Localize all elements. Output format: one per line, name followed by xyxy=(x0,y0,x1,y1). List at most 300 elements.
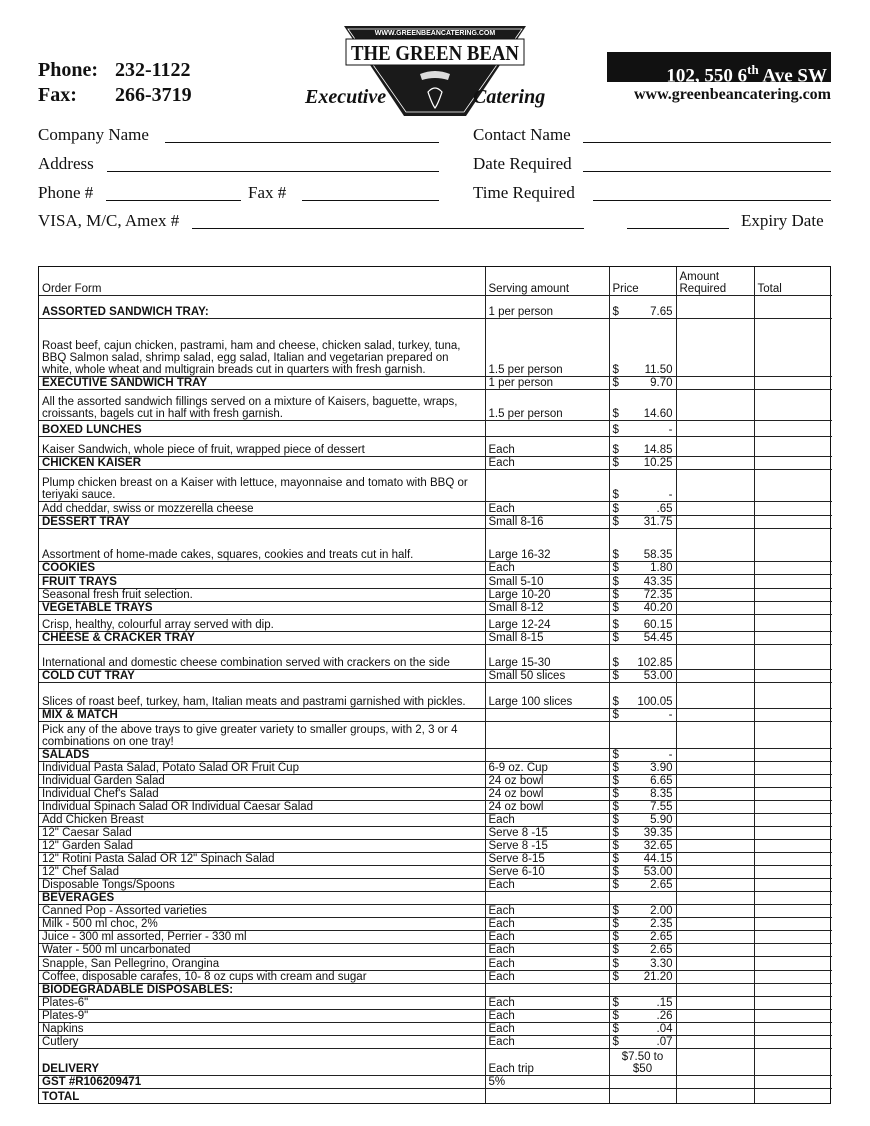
total-cell[interactable] xyxy=(754,801,832,814)
serving-amount: Each xyxy=(485,457,609,470)
price-value: 5.90 xyxy=(650,814,673,827)
website: www.greenbeancatering.com xyxy=(634,86,831,103)
price-value: 9.70 xyxy=(650,376,673,389)
fax-number: 266-3719 xyxy=(115,84,192,106)
amount-required-cell[interactable] xyxy=(676,840,754,853)
table-row xyxy=(39,1048,832,1075)
total-cell[interactable] xyxy=(754,376,832,389)
serving-amount: Each xyxy=(485,879,609,892)
serving-amount: Small 5-10 xyxy=(485,575,609,588)
total-cell[interactable] xyxy=(754,788,832,801)
item-description: Disposable Tongs/Spoons xyxy=(39,879,485,892)
amount-required-cell[interactable] xyxy=(676,957,754,970)
table-row xyxy=(39,502,832,516)
price-cell xyxy=(609,529,676,562)
amount-required-cell[interactable] xyxy=(676,918,754,931)
price-cell xyxy=(609,389,676,420)
amount-required-cell[interactable] xyxy=(676,588,754,601)
total-cell[interactable] xyxy=(754,905,832,918)
price-value: 2.65 xyxy=(650,931,673,944)
item-description: Plates-6" xyxy=(39,996,485,1009)
total-cell[interactable] xyxy=(754,931,832,944)
total-cell[interactable] xyxy=(754,892,832,905)
table-row xyxy=(39,376,832,389)
amount-required-cell[interactable] xyxy=(676,1088,754,1103)
amount-required-cell[interactable] xyxy=(676,748,754,761)
address-input-line[interactable] xyxy=(107,171,439,172)
total-cell[interactable] xyxy=(754,421,832,437)
price-cell xyxy=(609,644,676,669)
serving-amount: Serve 8 -15 xyxy=(485,840,609,853)
price-cell xyxy=(609,879,676,892)
price-cell xyxy=(609,457,676,470)
total-cell[interactable] xyxy=(754,516,832,529)
total-cell[interactable] xyxy=(754,631,832,644)
table-row xyxy=(39,853,832,866)
price-cell xyxy=(609,502,676,516)
serving-amount: Serve 8 -15 xyxy=(485,827,609,840)
table-row xyxy=(39,801,832,814)
price-value: 7.55 xyxy=(650,801,673,814)
amount-required-cell[interactable] xyxy=(676,721,754,748)
price-value: 40.20 xyxy=(643,601,673,614)
address-suffix: th xyxy=(747,62,759,77)
currency-symbol: $ xyxy=(612,944,619,957)
total-cell[interactable] xyxy=(754,295,832,318)
serving-amount: Each xyxy=(485,562,609,575)
total-cell[interactable] xyxy=(754,644,832,669)
currency-symbol: $ xyxy=(612,305,619,318)
header-total: Total xyxy=(754,267,832,295)
price-cell xyxy=(609,682,676,708)
amount-required-cell[interactable] xyxy=(676,944,754,957)
amount-required-cell[interactable] xyxy=(676,775,754,788)
price-value: 58.35 xyxy=(643,549,673,562)
currency-symbol: $ xyxy=(612,588,619,601)
total-cell[interactable] xyxy=(754,814,832,827)
currency-symbol: $ xyxy=(612,918,619,931)
currency-symbol: $ xyxy=(612,814,619,827)
total-cell[interactable] xyxy=(754,983,832,996)
address-box xyxy=(607,52,831,87)
item-description: BOXED LUNCHES xyxy=(39,421,485,437)
date-input-line[interactable] xyxy=(583,171,831,172)
total-cell[interactable] xyxy=(754,588,832,601)
amount-required-cell[interactable] xyxy=(676,762,754,775)
total-cell[interactable] xyxy=(754,562,832,575)
price-value: 8.35 xyxy=(650,788,673,801)
table-row xyxy=(39,1088,832,1103)
table-row xyxy=(39,1009,832,1022)
currency-symbol: $ xyxy=(612,444,619,457)
expiry-input-line[interactable] xyxy=(627,228,729,229)
table-row xyxy=(39,295,832,318)
fax-input-line[interactable] xyxy=(302,200,439,201)
item-description: Kaiser Sandwich, whole piece of fruit, wrapped piece of dessert xyxy=(39,437,485,457)
amount-required-cell[interactable] xyxy=(676,601,754,614)
serving-amount xyxy=(485,470,609,502)
price-cell xyxy=(609,376,676,389)
price-cell xyxy=(609,775,676,788)
price-value: 60.15 xyxy=(643,618,673,631)
amount-required-cell[interactable] xyxy=(676,376,754,389)
total-cell[interactable] xyxy=(754,762,832,775)
amount-required-cell[interactable] xyxy=(676,389,754,420)
amount-required-cell[interactable] xyxy=(676,295,754,318)
total-cell[interactable] xyxy=(754,614,832,631)
serving-amount: Large 100 slices xyxy=(485,682,609,708)
phone-field-label: Phone # xyxy=(38,183,94,202)
table-row xyxy=(39,588,832,601)
item-description: International and domestic cheese combination served with crackers on the side xyxy=(39,644,485,669)
item-description: GST #R106209471 xyxy=(39,1075,485,1088)
table-row xyxy=(39,529,832,562)
total-cell[interactable] xyxy=(754,502,832,516)
currency-symbol: $ xyxy=(612,762,619,775)
serving-amount: Each xyxy=(485,957,609,970)
price-value: 72.35 xyxy=(643,588,673,601)
amount-required-cell[interactable] xyxy=(676,457,754,470)
total-cell[interactable] xyxy=(754,1009,832,1022)
serving-amount: Each xyxy=(485,814,609,827)
total-cell[interactable] xyxy=(754,1088,832,1103)
amount-required-cell[interactable] xyxy=(676,970,754,983)
amount-required-cell[interactable] xyxy=(676,614,754,631)
price-cell: $7.50 to $50 xyxy=(609,1048,676,1075)
amount-required-cell[interactable] xyxy=(676,1022,754,1035)
currency-symbol: $ xyxy=(612,866,619,879)
serving-amount: 5% xyxy=(485,1075,609,1088)
currency-symbol: $ xyxy=(612,363,619,376)
currency-symbol: $ xyxy=(612,879,619,892)
currency-symbol: $ xyxy=(612,516,619,529)
currency-symbol: $ xyxy=(612,549,619,562)
table-header-row xyxy=(39,267,832,295)
table-row xyxy=(39,788,832,801)
price-value: .65 xyxy=(656,503,673,516)
price-value: 11.50 xyxy=(644,363,673,376)
amount-required-cell[interactable] xyxy=(676,1048,754,1075)
table-row xyxy=(39,866,832,879)
serving-amount: Each xyxy=(485,437,609,457)
table-row xyxy=(39,721,832,748)
item-description: BEVERAGES xyxy=(39,892,485,905)
amount-required-cell[interactable] xyxy=(676,421,754,437)
serving-amount: Each xyxy=(485,502,609,516)
address-street: Ave SW xyxy=(758,65,827,87)
table-row xyxy=(39,421,832,437)
price-value: 53.00 xyxy=(643,866,673,879)
price-value: - xyxy=(668,749,673,761)
serving-amount: 1.5 per person xyxy=(485,389,609,420)
price-value: - xyxy=(668,708,673,721)
item-description: Napkins xyxy=(39,1022,485,1035)
item-description: Individual Spinach Salad OR Individual Caesar Salad xyxy=(39,801,485,814)
price-value: 44.15 xyxy=(643,853,673,866)
amount-required-cell[interactable] xyxy=(676,905,754,918)
price-value: 21.20 xyxy=(643,970,673,983)
table-row xyxy=(39,562,832,575)
currency-symbol: $ xyxy=(612,457,619,470)
total-cell[interactable] xyxy=(754,575,832,588)
price-cell xyxy=(609,516,676,529)
amount-required-cell[interactable] xyxy=(676,516,754,529)
price-value: 3.90 xyxy=(650,762,673,775)
total-cell[interactable] xyxy=(754,669,832,682)
total-cell[interactable] xyxy=(754,1035,832,1048)
price-cell xyxy=(609,1022,676,1035)
price-cell xyxy=(609,295,676,318)
amount-required-cell[interactable] xyxy=(676,644,754,669)
total-cell[interactable] xyxy=(754,840,832,853)
phone-input-line[interactable] xyxy=(106,200,241,201)
table-row xyxy=(39,944,832,957)
contact-block xyxy=(38,58,192,108)
table-row xyxy=(39,892,832,905)
price-cell xyxy=(609,827,676,840)
total-cell[interactable] xyxy=(754,721,832,748)
total-cell[interactable] xyxy=(754,1022,832,1035)
total-cell[interactable] xyxy=(754,775,832,788)
total-cell[interactable] xyxy=(754,879,832,892)
table-row xyxy=(39,983,832,996)
currency-symbol: $ xyxy=(612,853,619,866)
price-value: 43.35 xyxy=(643,575,673,588)
currency-symbol: $ xyxy=(612,575,619,588)
total-cell[interactable] xyxy=(754,457,832,470)
table-row xyxy=(39,931,832,944)
amount-required-cell[interactable] xyxy=(676,879,754,892)
amount-required-cell[interactable] xyxy=(676,708,754,721)
header-price: Price xyxy=(609,267,676,295)
date-label: Date Required xyxy=(473,154,572,173)
amount-required-cell[interactable] xyxy=(676,983,754,996)
currency-symbol: $ xyxy=(612,1022,619,1035)
currency-symbol: $ xyxy=(612,618,619,631)
item-description: Roast beef, cajun chicken, pastrami, ham and cheese, chicken salad, turkey, tuna, BBQ Salmon salad, shrimp salad, egg salad, Italian and vegetarian prepared on white, whole wheat and multigrain breads cut in quarters with fresh garnish. xyxy=(39,318,485,376)
total-cell[interactable] xyxy=(754,529,832,562)
amount-required-cell[interactable] xyxy=(676,1009,754,1022)
table-row xyxy=(39,918,832,931)
currency-symbol: $ xyxy=(612,749,619,761)
amount-required-cell[interactable] xyxy=(676,866,754,879)
amount-required-cell[interactable] xyxy=(676,996,754,1009)
price-value: .15 xyxy=(656,996,673,1009)
item-description: EXECUTIVE SANDWICH TRAY xyxy=(39,376,485,389)
amount-required-cell[interactable] xyxy=(676,562,754,575)
contact-label: Contact Name xyxy=(473,125,571,144)
item-description: CHEESE & CRACKER TRAY xyxy=(39,631,485,644)
price-cell xyxy=(609,421,676,437)
amount-required-cell[interactable] xyxy=(676,529,754,562)
currency-symbol: $ xyxy=(612,376,619,389)
table-row xyxy=(39,879,832,892)
tagline-executive: Executive xyxy=(305,86,387,108)
total-cell[interactable] xyxy=(754,470,832,502)
currency-symbol: $ xyxy=(612,840,619,853)
table-row xyxy=(39,601,832,614)
logo-title: THE GREEN BEAN xyxy=(351,41,519,65)
amount-required-cell[interactable] xyxy=(676,1035,754,1048)
table-row xyxy=(39,644,832,669)
item-description: Add cheddar, swiss or mozzerella cheese xyxy=(39,502,485,516)
price-cell xyxy=(609,983,676,996)
serving-amount xyxy=(485,708,609,721)
item-description: COLD CUT TRAY xyxy=(39,669,485,682)
serving-amount: Large 12-24 xyxy=(485,614,609,631)
amount-required-cell[interactable] xyxy=(676,470,754,502)
logo-url: WWW.GREENBEANCATERING.COM xyxy=(374,30,496,37)
price-cell xyxy=(609,318,676,376)
serving-amount: Large 16-32 xyxy=(485,529,609,562)
total-cell[interactable] xyxy=(754,827,832,840)
item-description: 12" Garden Salad xyxy=(39,840,485,853)
currency-symbol: $ xyxy=(612,801,619,814)
amount-required-cell[interactable] xyxy=(676,575,754,588)
currency-symbol: $ xyxy=(612,775,619,788)
phone-label: Phone: xyxy=(38,59,98,81)
total-cell[interactable] xyxy=(754,748,832,761)
table-row xyxy=(39,827,832,840)
item-description: VEGETABLE TRAYS xyxy=(39,601,485,614)
price-cell xyxy=(609,970,676,983)
table-row xyxy=(39,389,832,420)
total-cell[interactable] xyxy=(754,957,832,970)
price-value: .26 xyxy=(656,1009,673,1022)
item-description: Water - 500 ml uncarbonated xyxy=(39,944,485,957)
amount-required-cell[interactable] xyxy=(676,801,754,814)
amount-required-cell[interactable] xyxy=(676,502,754,516)
item-description: FRUIT TRAYS xyxy=(39,575,485,588)
card-input-line[interactable] xyxy=(192,228,584,229)
total-cell[interactable] xyxy=(754,601,832,614)
amount-required-cell[interactable] xyxy=(676,853,754,866)
table-row xyxy=(39,996,832,1009)
total-cell[interactable] xyxy=(754,853,832,866)
table-row xyxy=(39,814,832,827)
serving-amount: Serve 8-15 xyxy=(485,853,609,866)
company-input-line[interactable] xyxy=(165,142,439,143)
price-cell xyxy=(609,996,676,1009)
total-cell[interactable] xyxy=(754,970,832,983)
amount-required-cell[interactable] xyxy=(676,892,754,905)
item-description: BIODEGRADABLE DISPOSABLES: xyxy=(39,983,485,996)
serving-amount: 6-9 oz. Cup xyxy=(485,762,609,775)
serving-amount: Each xyxy=(485,905,609,918)
price-cell xyxy=(609,588,676,601)
total-cell[interactable] xyxy=(754,866,832,879)
currency-symbol: $ xyxy=(612,489,619,502)
price-cell xyxy=(609,470,676,502)
total-cell[interactable] xyxy=(754,389,832,420)
price-value: 10.25 xyxy=(643,457,673,470)
currency-symbol: $ xyxy=(612,996,619,1009)
total-cell[interactable] xyxy=(754,437,832,457)
price-cell xyxy=(609,814,676,827)
amount-required-cell[interactable] xyxy=(676,682,754,708)
table-row xyxy=(39,970,832,983)
serving-amount xyxy=(485,1088,609,1103)
serving-amount: Each xyxy=(485,1022,609,1035)
price-cell xyxy=(609,575,676,588)
amount-required-cell[interactable] xyxy=(676,669,754,682)
table-row xyxy=(39,905,832,918)
table-row xyxy=(39,631,832,644)
order-table xyxy=(38,266,831,1104)
table-row xyxy=(39,669,832,682)
price-value: 6.65 xyxy=(650,775,673,788)
serving-amount: Serve 6-10 xyxy=(485,866,609,879)
contact-input-line[interactable] xyxy=(583,142,831,143)
price-value: 32.65 xyxy=(643,840,673,853)
currency-symbol: $ xyxy=(612,788,619,801)
item-description: Pick any of the above trays to give greater variety to smaller groups, with 2, 3 or 4 combinations on one tray! xyxy=(39,721,485,748)
item-description: Slices of roast beef, turkey, ham, Italian meats and pastrami garnished with pickles. xyxy=(39,682,485,708)
table-row xyxy=(39,1075,832,1088)
item-description: DELIVERY xyxy=(39,1048,485,1075)
amount-required-cell[interactable] xyxy=(676,437,754,457)
item-description: Individual Chef's Salad xyxy=(39,788,485,801)
item-description: Milk - 500 ml choc, 2% xyxy=(39,918,485,931)
total-cell[interactable] xyxy=(754,918,832,931)
price-cell xyxy=(609,562,676,575)
time-input-line[interactable] xyxy=(593,200,831,201)
item-description: Cutlery xyxy=(39,1035,485,1048)
price-cell xyxy=(609,801,676,814)
price-cell xyxy=(609,1035,676,1048)
serving-amount: Each xyxy=(485,918,609,931)
amount-required-cell[interactable] xyxy=(676,814,754,827)
serving-amount: Each xyxy=(485,1009,609,1022)
table-row xyxy=(39,957,832,970)
item-description: Individual Garden Salad xyxy=(39,775,485,788)
currency-symbol: $ xyxy=(612,656,619,669)
table-row xyxy=(39,614,832,631)
currency-symbol: $ xyxy=(612,631,619,644)
amount-required-cell[interactable] xyxy=(676,1075,754,1088)
amount-required-cell[interactable] xyxy=(676,788,754,801)
currency-symbol: $ xyxy=(612,905,619,918)
price-cell xyxy=(609,931,676,944)
total-cell[interactable] xyxy=(754,708,832,721)
total-cell[interactable] xyxy=(754,944,832,957)
table-row xyxy=(39,1022,832,1035)
total-cell[interactable] xyxy=(754,1075,832,1088)
item-description: Coffee, disposable carafes, 10- 8 oz cups with cream and sugar xyxy=(39,970,485,983)
amount-required-cell[interactable] xyxy=(676,631,754,644)
item-description: Crisp, healthy, colourful array served with dip. xyxy=(39,614,485,631)
price-cell xyxy=(609,669,676,682)
header-order-form: Order Form xyxy=(42,282,102,295)
price-value: 7.65 xyxy=(650,305,673,318)
total-cell[interactable] xyxy=(754,682,832,708)
amount-required-cell[interactable] xyxy=(676,931,754,944)
expiry-label: Expiry Date xyxy=(741,211,824,230)
item-description: MIX & MATCH xyxy=(39,708,485,721)
serving-amount: Small 8-16 xyxy=(485,516,609,529)
total-cell[interactable] xyxy=(754,1048,832,1075)
currency-symbol: $ xyxy=(612,827,619,840)
currency-symbol: $ xyxy=(612,601,619,614)
item-description: ASSORTED SANDWICH TRAY: xyxy=(39,295,485,318)
table-row xyxy=(39,775,832,788)
total-cell[interactable] xyxy=(754,996,832,1009)
amount-required-cell[interactable] xyxy=(676,827,754,840)
fax-field-label: Fax # xyxy=(248,183,287,202)
amount-required-cell[interactable] xyxy=(676,318,754,376)
price-cell xyxy=(609,1088,676,1103)
total-cell[interactable] xyxy=(754,318,832,376)
